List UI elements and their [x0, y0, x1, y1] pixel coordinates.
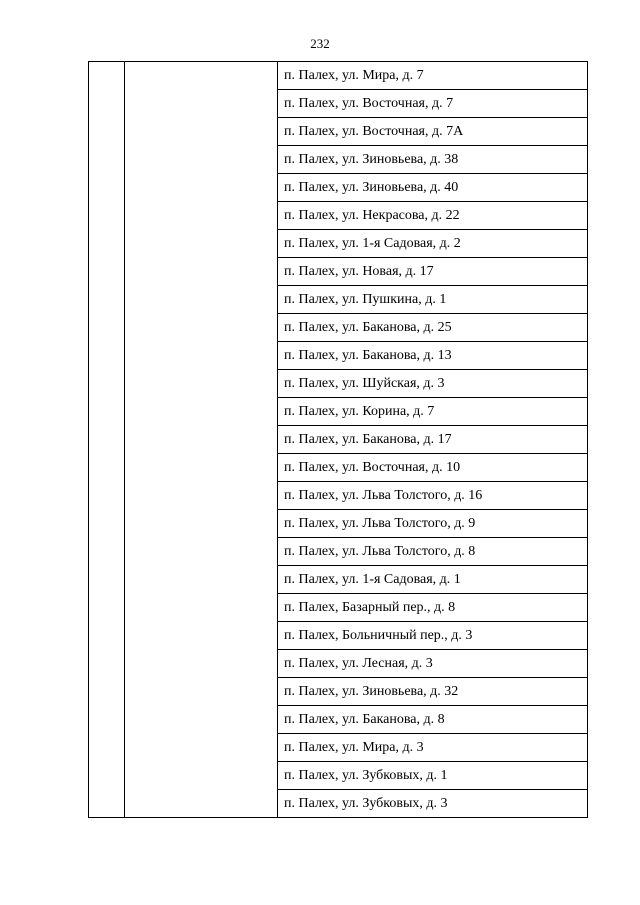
- address-cell: п. Палех, ул. Пушкина, д. 1: [278, 286, 588, 314]
- address-cell: п. Палех, ул. Льва Толстого, д. 16: [278, 482, 588, 510]
- address-cell: п. Палех, ул. Зубковых, д. 3: [278, 790, 588, 818]
- address-cell: п. Палех, ул. Мира, д. 3: [278, 734, 588, 762]
- address-cell: п. Палех, ул. Зиновьева, д. 40: [278, 174, 588, 202]
- address-cell: п. Палех, ул. Баканова, д. 25: [278, 314, 588, 342]
- address-cell: п. Палех, ул. 1-я Садовая, д. 1: [278, 566, 588, 594]
- address-cell: п. Палех, Больничный пер., д. 3: [278, 622, 588, 650]
- address-cell: п. Палех, ул. Восточная, д. 10: [278, 454, 588, 482]
- address-cell: п. Палех, ул. Шуйская, д. 3: [278, 370, 588, 398]
- index-column-cell: [89, 62, 125, 818]
- address-cell: п. Палех, ул. Восточная, д. 7А: [278, 118, 588, 146]
- address-cell: п. Палех, ул. Новая, д. 17: [278, 258, 588, 286]
- address-cell: п. Палех, ул. Мира, д. 7: [278, 62, 588, 90]
- address-cell: п. Палех, Базарный пер., д. 8: [278, 594, 588, 622]
- address-cell: п. Палех, ул. Льва Толстого, д. 8: [278, 538, 588, 566]
- address-cell: п. Палех, ул. Корина, д. 7: [278, 398, 588, 426]
- address-cell: п. Палех, ул. Зубковых, д. 1: [278, 762, 588, 790]
- address-cell: п. Палех, ул. Лесная, д. 3: [278, 650, 588, 678]
- address-cell: п. Палех, ул. Зиновьева, д. 38: [278, 146, 588, 174]
- address-cell: п. Палех, ул. Баканова, д. 8: [278, 706, 588, 734]
- address-table: [88, 61, 588, 818]
- table-row: [89, 62, 588, 90]
- address-table-body: [89, 62, 588, 818]
- page-number: 232: [310, 36, 330, 51]
- name-column-cell: [125, 62, 278, 818]
- address-cell: п. Палех, ул. Некрасова, д. 22: [278, 202, 588, 230]
- address-cell: п. Палех, ул. Баканова, д. 13: [278, 342, 588, 370]
- address-cell: п. Палех, ул. Восточная, д. 7: [278, 90, 588, 118]
- address-cell: п. Палех, ул. 1-я Садовая, д. 2: [278, 230, 588, 258]
- address-cell: п. Палех, ул. Баканова, д. 17: [278, 426, 588, 454]
- address-cell: п. Палех, ул. Льва Толстого, д. 9: [278, 510, 588, 538]
- address-cell: п. Палех, ул. Зиновьева, д. 32: [278, 678, 588, 706]
